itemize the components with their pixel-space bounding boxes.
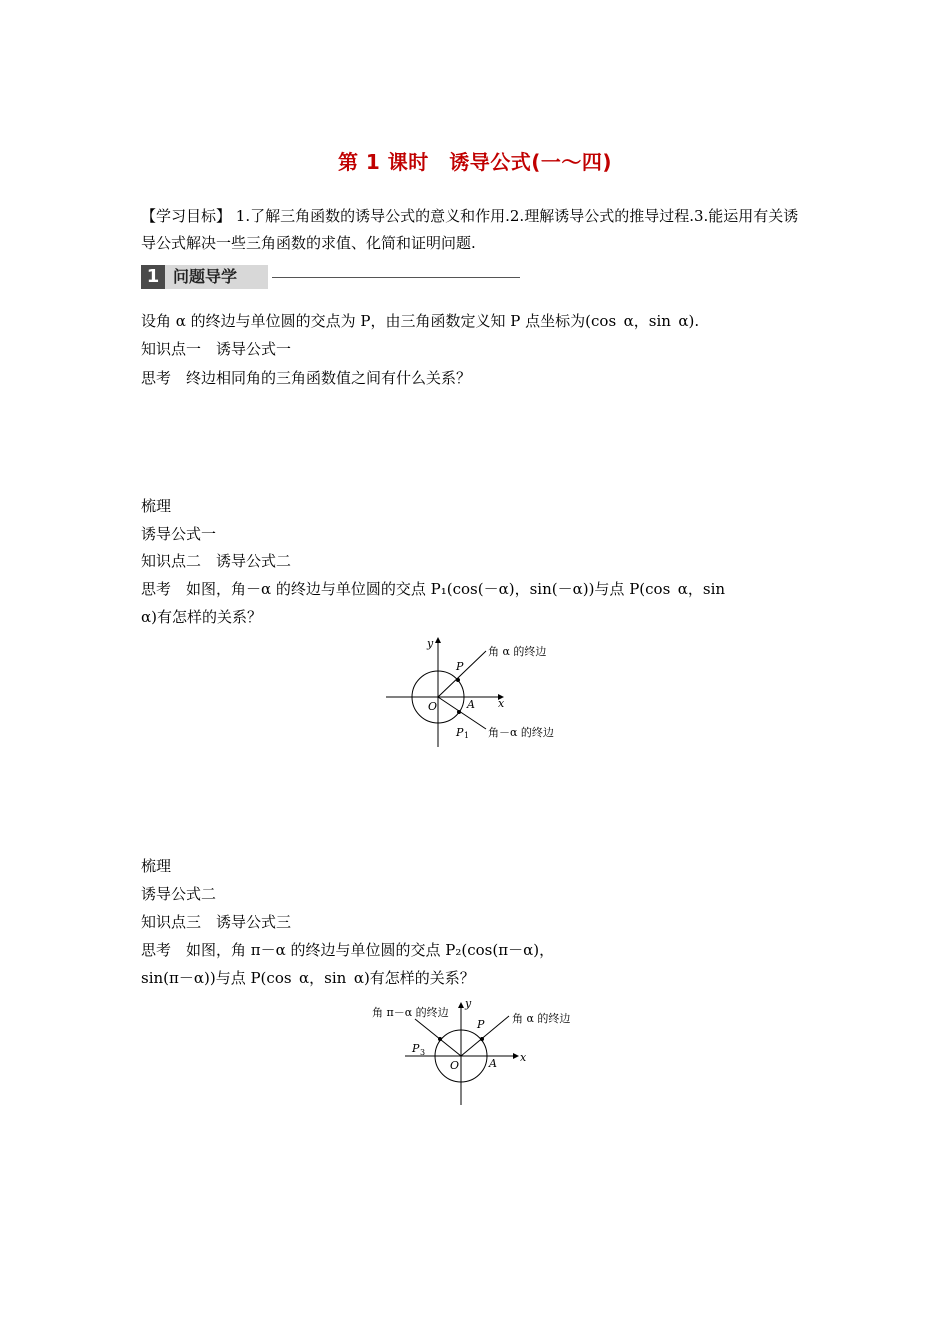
section-divider xyxy=(272,277,520,278)
p3-label: P xyxy=(412,1042,420,1055)
y-axis-arrow xyxy=(458,1002,464,1008)
page-title: 第 1 课时 诱导公式(一～四) xyxy=(337,150,613,174)
x-label: x xyxy=(498,697,505,710)
p1-label: P xyxy=(456,726,464,739)
ray-alpha xyxy=(438,651,486,697)
ray-alpha xyxy=(461,1016,509,1056)
objectives-text: 1.了解三角函数的诱导公式的意义和作用.2.理解诱导公式的推导过程.3.能运用有关诱导公式解决一些三角函数的求值、化简和证明问题. xyxy=(141,207,799,252)
p-label: P xyxy=(456,660,464,673)
kp1-summary-label: 梳理 xyxy=(141,497,172,515)
p-label: P xyxy=(477,1018,485,1031)
ray-pi-minus-alpha-label: 角 π－α 的终边 xyxy=(372,1006,449,1019)
ray-alpha-label: 角 α 的终边 xyxy=(512,1012,571,1025)
ray-alpha-label: 角 α 的终边 xyxy=(488,645,547,658)
a-label: A xyxy=(467,698,475,711)
learning-objectives xyxy=(141,203,811,257)
y-axis-arrow xyxy=(435,637,441,643)
kp1-heading: 知识点一 诱导公式一 xyxy=(141,340,292,358)
kp2-summary-title: 诱导公式二 xyxy=(141,885,217,903)
kp1-summary-title: 诱导公式一 xyxy=(141,525,217,543)
figure-unit-circle-pi-minus-alpha xyxy=(365,998,595,1110)
point-p1 xyxy=(457,710,461,714)
point-p3 xyxy=(438,1037,442,1041)
kp1-think: 思考 终边相同角的三角函数值之间有什么关系？ xyxy=(141,369,472,387)
section-number: 1 xyxy=(141,265,165,289)
a-label: A xyxy=(489,1057,497,1070)
kp2-think-line1: 思考 如图，角－α 的终边与单位圆的交点 P₁(cos(－α)，sin(－α))与点 P(cos α，sin xyxy=(141,580,726,598)
kp2-heading: 知识点二 诱导公式二 xyxy=(141,552,292,570)
p3-subscript: 3 xyxy=(420,1048,426,1057)
kp3-think-line2: sin(π－α))与点 P(cos α，sin α)有怎样的关系？ xyxy=(141,969,475,987)
section-header xyxy=(141,265,268,289)
figure-unit-circle-neg-alpha xyxy=(380,635,570,750)
kp2-think-line2: α)有怎样的关系？ xyxy=(141,608,262,626)
intro-paragraph: 设角 α 的终边与单位圆的交点为 P，由三角函数定义知 P 点坐标为(cos α，sin α). xyxy=(141,312,700,330)
p1-subscript: 1 xyxy=(464,731,470,740)
x-label: x xyxy=(520,1051,527,1064)
kp2-summary-label: 梳理 xyxy=(141,857,172,875)
point-p xyxy=(456,678,460,682)
kp3-think-line1: 思考 如图，角 π－α 的终边与单位圆的交点 P₂(cos(π－α)， xyxy=(141,941,555,959)
ray-neg-alpha xyxy=(438,697,486,729)
ray-neg-alpha-label: 角－α 的终边 xyxy=(488,726,554,739)
origin-label: O xyxy=(428,700,438,713)
point-p xyxy=(480,1037,484,1041)
kp3-heading: 知识点三 诱导公式三 xyxy=(141,913,292,931)
x-axis-arrow xyxy=(513,1053,519,1059)
y-label: y xyxy=(465,998,472,1010)
origin-label: O xyxy=(450,1059,460,1072)
objectives-label: 【学习目标】 xyxy=(141,207,232,225)
y-label: y xyxy=(427,637,434,650)
section-label: 问题导学 xyxy=(173,267,238,286)
